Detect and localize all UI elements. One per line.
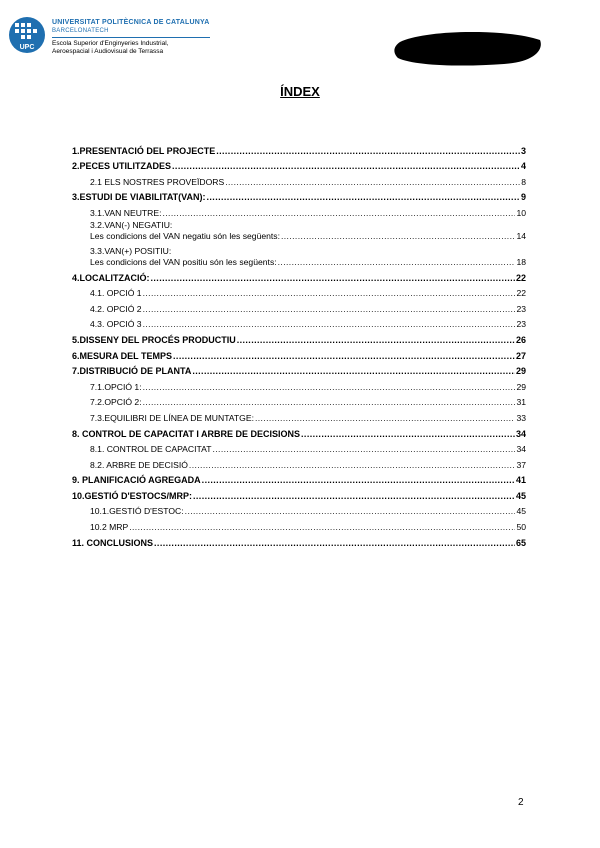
toc-entry-label: 4.1. OPCIÓ 1 [90, 288, 142, 299]
dot-leader [216, 146, 520, 156]
dot-leader [207, 192, 520, 202]
toc-subentry[interactable] [72, 218, 526, 241]
toc-entry-page: 45 [516, 506, 526, 517]
dot-leader [189, 460, 516, 470]
toc-entry-label: 8.2. ARBRE DE DECISIÓ [90, 459, 188, 470]
table-of-contents [72, 140, 526, 548]
dot-leader [151, 273, 515, 283]
toc-subentry[interactable] [72, 298, 526, 314]
toc-entry-label: 1.PRESENTACIÓ DEL PROJECTE [72, 145, 216, 156]
toc-entry[interactable] [72, 470, 526, 486]
toc-subentry[interactable] [72, 283, 526, 299]
toc-entry-label: 4.3. OPCIÓ 3 [90, 319, 142, 330]
toc-subentry[interactable] [72, 244, 526, 267]
school-name-line1: Escola Superior d'Enginyeries Industrial, [52, 40, 169, 47]
dot-leader [193, 491, 515, 501]
toc-entry-page: 23 [516, 303, 526, 314]
document-header [8, 14, 268, 62]
toc-entry-label: 8. CONTROL DE CAPACITAT I ARBRE DE DECISIONS [72, 428, 301, 439]
dot-leader [143, 319, 516, 329]
logo-text: UPC [19, 44, 35, 51]
toc-subentry[interactable] [72, 314, 526, 330]
toc-entry-page: 22 [515, 272, 526, 283]
toc-entry-page: 29 [515, 366, 526, 377]
toc-entry-label: 3.3.VAN(+) POSITIU: [90, 245, 172, 256]
toc-entry-page: 14 [516, 230, 526, 241]
toc-entry-page: 41 [515, 475, 526, 486]
toc-entry-label: 2.PECES UTILITZADES [72, 161, 172, 172]
toc-entry-label: 7.1.OPCIÓ 1: [90, 381, 142, 392]
toc-entry-page: 18 [516, 256, 526, 267]
toc-entry-page: 22 [516, 288, 526, 299]
toc-entry-label: 6.MESURA DEL TEMPS [72, 350, 173, 361]
toc-entry[interactable] [72, 532, 526, 548]
toc-entry-label: 3.2.VAN(-) NEGATIU: [90, 219, 173, 230]
toc-entry-label: 4.2. OPCIÓ 2 [90, 303, 142, 314]
toc-entry[interactable] [72, 329, 526, 345]
toc-entry-page: 8 [521, 176, 526, 187]
toc-entry-page: 4 [520, 161, 526, 172]
toc-entry-page: 45 [515, 490, 526, 501]
dot-leader [301, 429, 515, 439]
toc-entry-page: 3 [520, 145, 526, 156]
toc-subentry[interactable] [72, 439, 526, 455]
toc-entry[interactable] [72, 267, 526, 283]
toc-subentry[interactable] [72, 516, 526, 532]
toc-subentry[interactable] [72, 392, 526, 408]
toc-entry-label: 8.1. CONTROL DE CAPACITAT [90, 444, 212, 455]
toc-entry[interactable] [72, 423, 526, 439]
toc-entry-label-2: Les condicions del VAN negatiu són les següents: [90, 230, 280, 241]
toc-entry[interactable] [72, 345, 526, 361]
toc-entry-label: 3.1.VAN NEUTRE: [90, 207, 162, 218]
dot-leader [129, 522, 515, 532]
toc-entry-label: 3.ESTUDI DE VIABILITAT(VAN): [72, 192, 206, 203]
dot-leader [255, 413, 515, 423]
toc-entry-page: 23 [516, 319, 526, 330]
dot-leader [185, 506, 516, 516]
toc-subentry[interactable] [72, 376, 526, 392]
toc-entry-label: 2.1 ELS NOSTRES PROVEÏDORS [90, 176, 225, 187]
dot-leader [143, 397, 516, 407]
toc-entry-page: 65 [515, 537, 526, 548]
toc-entry-label-2: Les condicions del VAN positiu són les següents: [90, 256, 277, 267]
toc-subentry[interactable] [72, 407, 526, 423]
dot-leader [143, 304, 516, 314]
page-number: 2 [518, 797, 524, 808]
toc-entry-label: 4.LOCALITZACIÓ: [72, 272, 150, 283]
toc-entry-label: 7.DISTRIBUCIÓ DE PLANTA [72, 366, 192, 377]
dot-leader [154, 538, 515, 548]
toc-entry-label: 7.3.EQUILIBRI DE LÍNEA DE MUNTATGE: [90, 412, 254, 423]
school-name-line2: Aeroespacial i Audiovisual de Terrassa [52, 47, 164, 55]
dot-leader [281, 231, 515, 241]
dot-leader [225, 177, 520, 187]
dot-leader [212, 444, 515, 454]
toc-entry-page: 26 [515, 334, 526, 345]
university-block [52, 19, 262, 55]
toc-entry-label: 5.DISSENY DEL PROCÉS PRODUCTIU [72, 334, 236, 345]
page-title: ÍNDEX [280, 84, 320, 99]
dot-leader [192, 366, 515, 376]
toc-entry-page: 31 [516, 397, 526, 408]
dot-leader [172, 161, 520, 171]
toc-entry-page: 29 [516, 381, 526, 392]
upc-logo-icon [8, 16, 46, 54]
university-name: UNIVERSITAT POLITÈCNICA DE CATALUNYA [52, 19, 210, 26]
toc-entry-label: 7.2.OPCIÓ 2: [90, 397, 142, 408]
dot-leader [143, 382, 516, 392]
toc-entry-label: 11. CONCLUSIONS [72, 537, 154, 548]
toc-entry[interactable] [72, 361, 526, 377]
toc-entry-label: 10.GESTIÓ D'ESTOCS/MRP: [72, 490, 192, 501]
toc-entry-page: 10 [516, 207, 526, 218]
header-divider [52, 37, 210, 38]
toc-entry-page: 37 [516, 459, 526, 470]
university-subtitle: BARCELONATECH [52, 28, 109, 34]
toc-entry-page: 9 [520, 192, 526, 203]
toc-entry-label: 10.1.GESTIÓ D'ESTOC: [90, 506, 184, 517]
dot-leader [162, 208, 515, 218]
redaction-mark [394, 32, 544, 66]
toc-subentry[interactable] [72, 202, 526, 218]
dot-leader [143, 288, 516, 298]
toc-entry[interactable] [72, 187, 526, 203]
toc-entry-label: 10.2 MRP [90, 522, 129, 533]
toc-entry-page: 33 [516, 412, 526, 423]
toc-entry-label: 9. PLANIFICACIÓ AGREGADA [72, 475, 201, 486]
toc-entry[interactable] [72, 156, 526, 172]
dot-leader [173, 351, 515, 361]
dot-leader [278, 257, 516, 267]
dot-leader [202, 475, 515, 485]
toc-subentry[interactable] [72, 454, 526, 470]
toc-subentry[interactable] [72, 171, 526, 187]
toc-entry-page: 50 [516, 522, 526, 533]
toc-entry-page: 27 [515, 350, 526, 361]
toc-entry[interactable] [72, 140, 526, 156]
toc-entry-page: 34 [515, 428, 526, 439]
toc-entry[interactable] [72, 485, 526, 501]
toc-subentry[interactable] [72, 501, 526, 517]
dot-leader [237, 335, 515, 345]
toc-entry-page: 34 [516, 444, 526, 455]
